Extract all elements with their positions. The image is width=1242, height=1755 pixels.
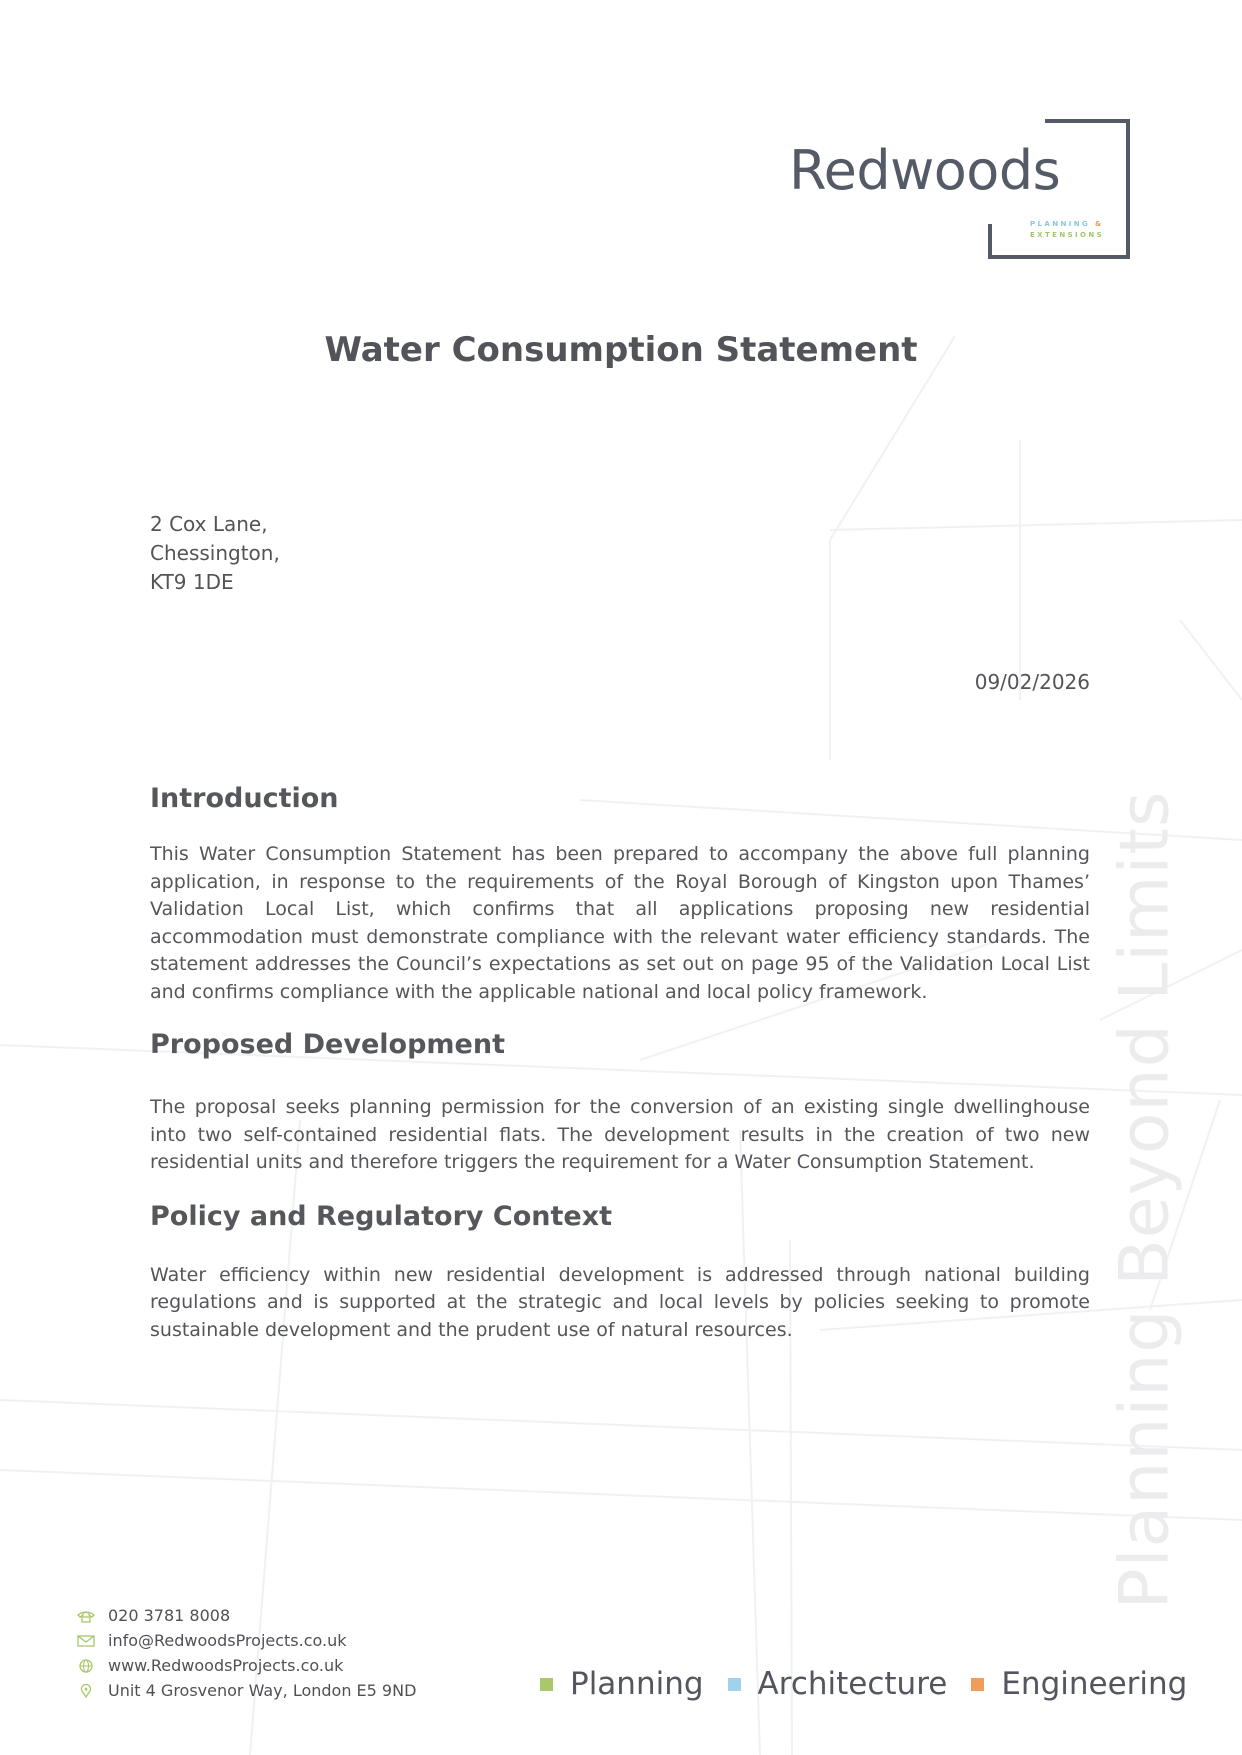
square-bullet-icon	[728, 1678, 741, 1691]
address-line: 2 Cox Lane,	[150, 512, 268, 536]
section-heading-proposed-development: Proposed Development	[150, 1029, 505, 1060]
section-heading-introduction: Introduction	[150, 783, 339, 814]
service-label: Engineering	[1001, 1666, 1188, 1702]
contact-phone	[76, 1603, 416, 1628]
contact-address	[76, 1678, 416, 1703]
square-bullet-icon	[540, 1678, 553, 1691]
square-bullet-icon	[971, 1678, 984, 1691]
side-tagline: Planning Beyond Limits	[1105, 790, 1185, 1610]
address-line: KT9 1DE	[150, 570, 234, 594]
service-architecture	[728, 1666, 948, 1702]
service-engineering	[971, 1666, 1187, 1702]
service-label: Planning	[570, 1666, 704, 1702]
contact-text: Unit 4 Grosvenor Way, London E5 9ND	[108, 1681, 417, 1700]
site-address	[150, 510, 280, 597]
footer-services	[540, 1666, 1187, 1702]
document-date: 09/02/2026	[974, 670, 1090, 694]
document-title: Water Consumption Statement	[324, 330, 918, 370]
service-planning	[540, 1666, 704, 1702]
section-heading-policy-context: Policy and Regulatory Context	[150, 1200, 613, 1232]
globe-icon	[76, 1659, 96, 1673]
location-pin-icon	[76, 1684, 96, 1698]
email-icon	[76, 1634, 96, 1648]
document-body	[150, 782, 1090, 1344]
contact-email	[76, 1628, 416, 1653]
contact-text: info@RedwoodsProjects.co.uk	[108, 1631, 347, 1650]
footer-contacts	[76, 1603, 416, 1703]
company-logo	[785, 118, 1131, 260]
service-label: Architecture	[757, 1666, 948, 1702]
contact-text: 020 3781 8008	[108, 1606, 231, 1625]
logo-tagline: PLANNING & EXTENSIONS	[1030, 220, 1105, 239]
section-body-introduction: This Water Consumption Statement has been prepared to accompany the above full planning application, in response to the requirements of the Royal Borough of Kingston upon Thames’ Validation Local List, which confirms that all applications proposing new residential accommodation must demonstrate compliance with the relevant water efficiency standards. The statement addresses the Council’s expectations as set out on page 95 of the Validation Local List and confirms compliance with the applicable national and local policy framework.	[150, 843, 1090, 1003]
contact-text: www.RedwoodsProjects.co.uk	[108, 1656, 344, 1675]
section-body-policy-context: Water efficiency within new residential development is addressed through national building regulations and is supported at the strategic and local levels by policies seeking to promote sustainable development and the prudent use of natural resources.	[150, 1263, 1090, 1341]
section-body-proposed-development: The proposal seeks planning permission for the conversion of an existing single dwellinghouse into two self-contained residential flats. The development results in the creation of two new residential units and therefore triggers the requirement for a Water Consumption Statement.	[150, 1096, 1090, 1173]
address-line: Chessington,	[150, 541, 280, 565]
contact-website	[76, 1653, 416, 1678]
logo-wordmark: Redwoods	[789, 139, 1061, 202]
phone-icon	[76, 1609, 96, 1623]
